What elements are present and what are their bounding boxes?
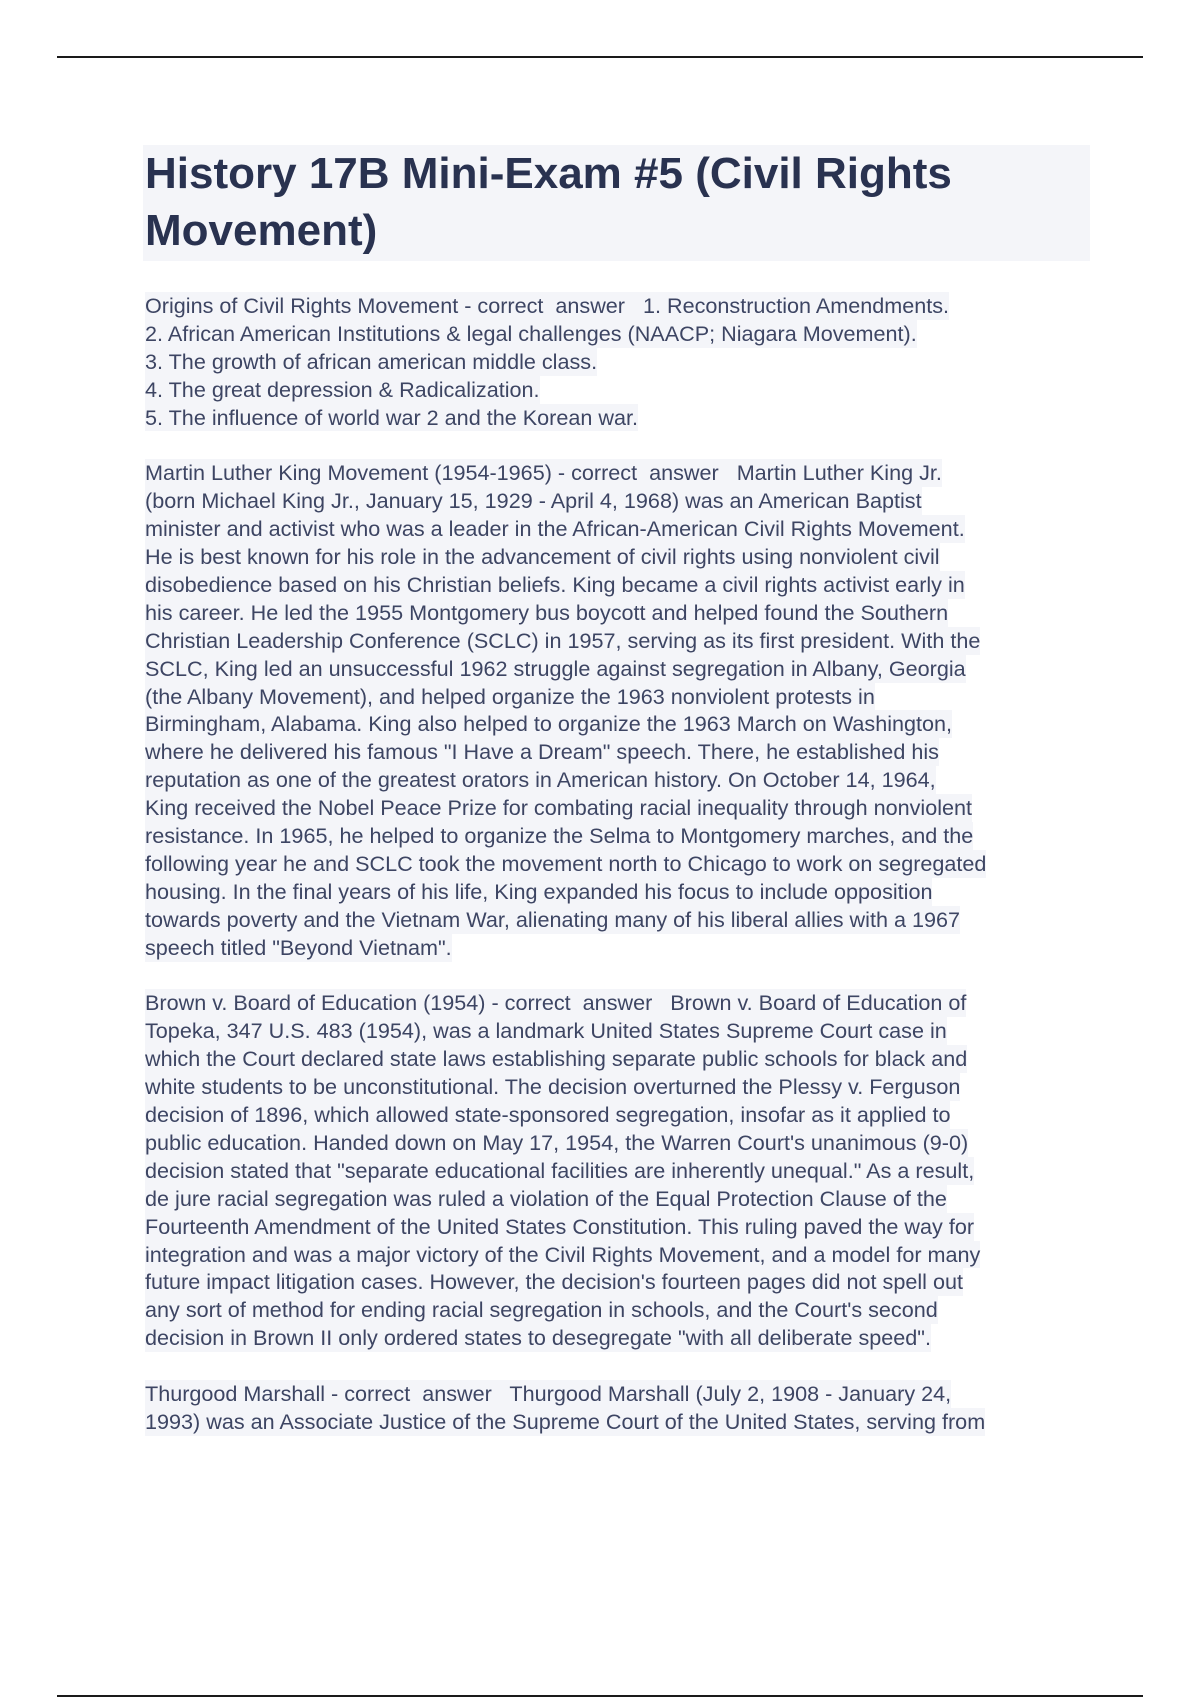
text-line: minister and activist who was a leader in the African-American Civil Rights Movement.	[145, 516, 965, 542]
text-line: King received the Nobel Peace Prize for combating racial inequality through nonviolent	[145, 795, 973, 821]
text-line: (born Michael King Jr., January 15, 1929 - April 4, 1968) was an American Baptist	[145, 488, 922, 514]
entry-thurgood-marshall	[145, 1380, 1090, 1436]
title-line: Movement)	[145, 206, 378, 255]
text-line: white students to be unconstitutional. The decision overturned the Plessy v. Ferguson	[145, 1074, 961, 1100]
text-line: future impact litigation cases. However, the decision's fourteen pages did not spell out	[145, 1269, 963, 1295]
text-line: Martin Luther King Movement (1954-1965) - correct answer Martin Luther King Jr.	[145, 460, 942, 486]
text-line: Fourteenth Amendment of the United States Constitution. This ruling paved the way for	[145, 1213, 975, 1239]
text-line: housing. In the final years of his life, King expanded his focus to include opposition	[145, 878, 933, 904]
text-line: any sort of method for ending racial segregation in schools, and the Court's second	[145, 1297, 938, 1323]
text-line: Brown v. Board of Education (1954) - correct answer Brown v. Board of Education of	[145, 990, 967, 1016]
text-line: public education. Handed down on May 17, 1954, the Warren Court's unanimous (9-0)	[145, 1129, 969, 1155]
text-line: Thurgood Marshall - correct answer Thurgood Marshall (July 2, 1908 - January 24,	[145, 1381, 952, 1407]
entry-list	[145, 292, 1090, 1436]
text-line: 2. African American Institutions & legal challenges (NAACP; Niagara Movement).	[145, 320, 917, 346]
text-line: which the Court declared state laws establishing separate public schools for black and	[145, 1046, 968, 1072]
text-line: SCLC, King led an unsuccessful 1962 struggle against segregation in Albany, Georgia	[145, 655, 966, 681]
document-body	[145, 145, 1090, 1464]
entry-origins-of-civil-rights-movement	[145, 292, 1090, 431]
text-line: disobedience based on his Christian beliefs. King became a civil rights activist early in	[145, 572, 965, 598]
text-line: integration and was a major victory of the Civil Rights Movement, and a model for many	[145, 1241, 981, 1267]
page-title	[145, 145, 1086, 259]
text-line: Birmingham, Alabama. King also helped to organize the 1963 March on Washington,	[145, 711, 953, 737]
entry-brown-v-board-of-education	[145, 989, 1090, 1352]
text-line: 4. The great depression & Radicalization.	[145, 376, 540, 402]
text-line: He is best known for his role in the advancement of civil rights using nonviolent civil	[145, 544, 940, 570]
text-line: his career. He led the 1955 Montgomery bus boycott and helped found the Southern	[145, 599, 949, 625]
top-rule	[57, 56, 1143, 58]
text-line: Christian Leadership Conference (SCLC) in 1957, serving as its first president. With the	[145, 627, 981, 653]
text-line: de jure racial segregation was ruled a violation of the Equal Protection Clause of the	[145, 1185, 947, 1211]
text-line: decision of 1896, which allowed state-sponsored segregation, insofar as it applied to	[145, 1102, 951, 1128]
text-line: where he delivered his famous "I Have a Dream" speech. There, he established his	[145, 739, 939, 765]
entry-martin-luther-king-movement	[145, 459, 1090, 961]
text-line: decision in Brown II only ordered states to desegregate "with all deliberate speed".	[145, 1325, 931, 1351]
text-line: decision stated that "separate educational facilities are inherently unequal." As a result,	[145, 1157, 975, 1183]
title-line: History 17B Mini-Exam #5 (Civil Rights	[145, 149, 952, 198]
text-line: reputation as one of the greatest orators in American history. On October 14, 1964,	[145, 767, 936, 793]
bottom-rule	[57, 1695, 1143, 1697]
text-line: speech titled "Beyond Vietnam".	[145, 934, 452, 960]
text-line: Topeka, 347 U.S. 483 (1954), was a landmark United States Supreme Court case in	[145, 1018, 947, 1044]
text-line: 1993) was an Associate Justice of the Supreme Court of the United States, serving from	[145, 1408, 986, 1434]
text-line: resistance. In 1965, he helped to organize the Selma to Montgomery marches, and the	[145, 823, 974, 849]
text-line: following year he and SCLC took the movement north to Chicago to work on segregated	[145, 850, 987, 876]
title-block	[143, 145, 1090, 261]
text-line: Origins of Civil Rights Movement - correct answer 1. Reconstruction Amendments.	[145, 293, 950, 318]
text-line: (the Albany Movement), and helped organize the 1963 nonviolent protests in	[145, 683, 875, 709]
text-line: 3. The growth of african american middle class.	[145, 348, 598, 374]
text-line: 5. The influence of world war 2 and the Korean war.	[145, 404, 638, 430]
text-line: towards poverty and the Vietnam War, alienating many of his liberal allies with a 1967	[145, 906, 961, 932]
